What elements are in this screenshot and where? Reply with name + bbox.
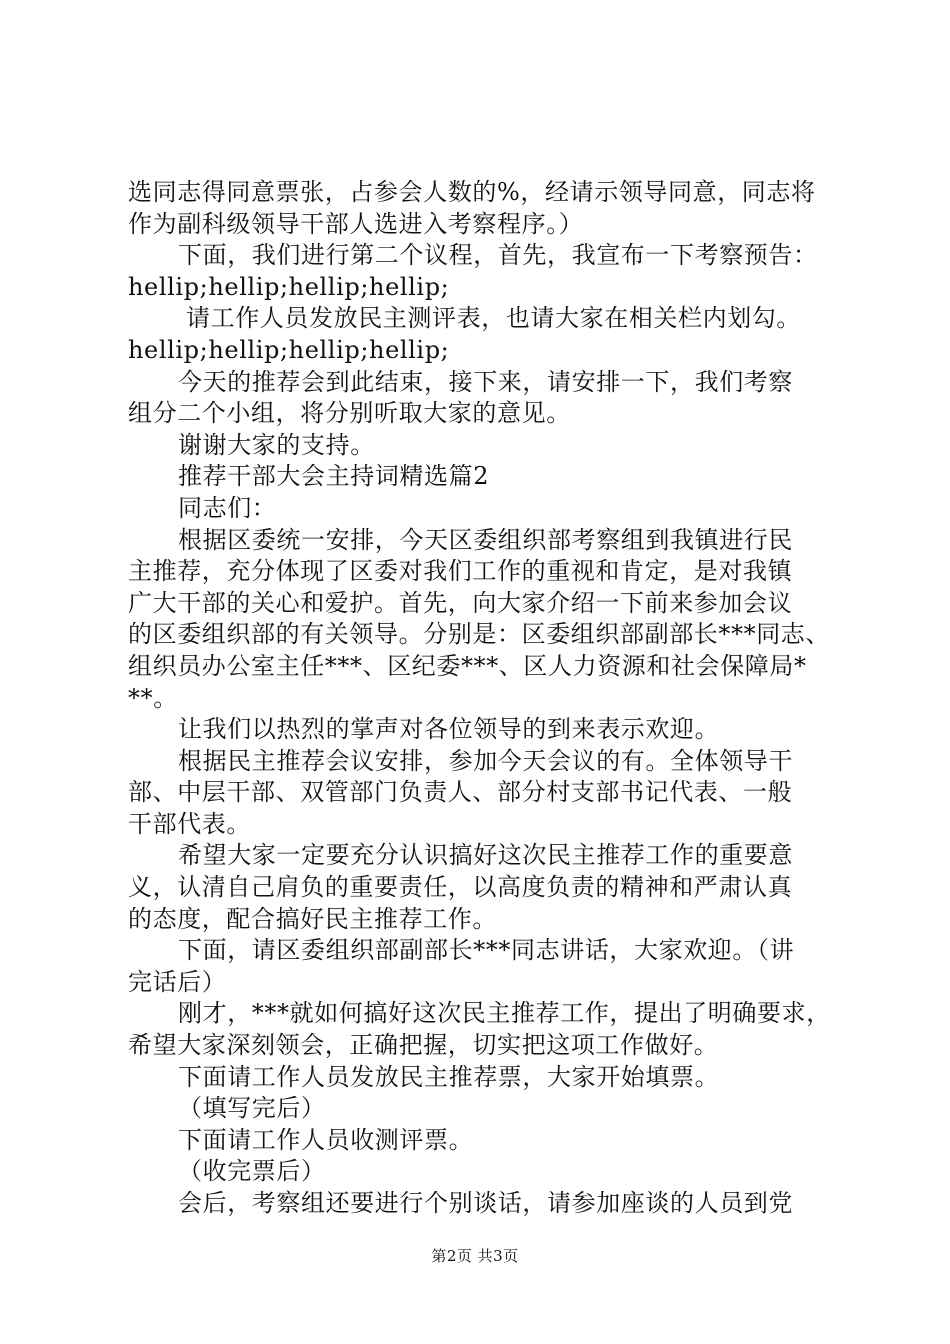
text-line: 选同志得同意票张，占参会人数的%，经请示领导同意，同志将: [128, 178, 816, 206]
text-line: 下面请工作人员发放民主推荐票，大家开始填票。: [178, 1062, 720, 1091]
text-line: 主推荐，充分体现了区委对我们工作的重视和肯定，是对我镇: [128, 557, 793, 586]
text-line: 完话后）: [128, 967, 227, 996]
text-line: 刚才，***就如何搞好这次民主推荐工作，提出了明确要求，: [178, 999, 831, 1028]
text-line: 干部代表。: [128, 809, 251, 838]
text-line: 下面，我们进行第二个议程，首先，我宣布一下考察预告：: [178, 241, 818, 270]
text-line: 根据区委统一安排，今天区委组织部考察组到我镇进行民: [178, 525, 793, 554]
salutation: 同志们：: [178, 493, 277, 522]
text-line: 希望大家一定要充分认识搞好这次民主推荐工作的重要意: [178, 841, 793, 870]
text-line: 根据民主推荐会议安排，参加今天会议的有。全体领导干: [178, 746, 793, 775]
text-line: 会后，考察组还要进行个别谈话，请参加座谈的人员到党: [178, 1189, 793, 1217]
text-line: 组分二个小组，将分别听取大家的意见。: [128, 399, 571, 428]
document-body: [128, 177, 848, 1220]
text-line: 谢谢大家的支持。: [178, 430, 375, 459]
page-number-footer: 第2页 共3页: [431, 1247, 519, 1265]
text-line: 组织员办公室主任***、区纪委***、区人力资源和社会保障局*: [128, 651, 807, 680]
text-line: 的区委组织部的有关领导。分别是：区委组织部副部长***同志、: [128, 620, 830, 649]
text-line: 义，认清自己肩负的重要责任，以高度负责的精神和严肃认真: [128, 873, 793, 902]
text-line: 希望大家深刻领会，正确把握，切实把这项工作做好。: [128, 1031, 719, 1060]
text-line: **。: [128, 683, 178, 712]
text-line: 作为副科级领导干部人选进入考察程序。）: [128, 209, 584, 238]
text-line: （填写完后）: [178, 1094, 326, 1123]
text-line: 的态度，配合搞好民主推荐工作。: [128, 904, 497, 933]
text-line: 让我们以热烈的掌声对各位领导的到来表示欢迎。: [178, 715, 720, 744]
text-line: 今天的推荐会到此结束，接下来，请安排一下，我们考察: [178, 367, 793, 396]
section-heading: 推荐干部大会主持词精选篇2: [178, 462, 490, 491]
text-line: 请工作人员发放民主测评表，也请大家在相关栏内划勾。: [186, 304, 801, 333]
text-line: hellip;hellip;hellip;hellip;: [128, 335, 450, 364]
text-line: 广大干部的关心和爱护。首先，向大家介绍一下前来参加会议: [128, 588, 793, 617]
text-line: 部、中层干部、双管部门负责人、部分村支部书记代表、一般: [128, 778, 793, 807]
text-line: hellip;hellip;hellip;hellip;: [128, 272, 450, 301]
text-line: 下面，请区委组织部副部长***同志讲话，大家欢迎。（讲: [178, 936, 795, 965]
text-line: （收完票后）: [178, 1157, 326, 1186]
text-line: 下面请工作人员收测评票。: [178, 1125, 474, 1154]
